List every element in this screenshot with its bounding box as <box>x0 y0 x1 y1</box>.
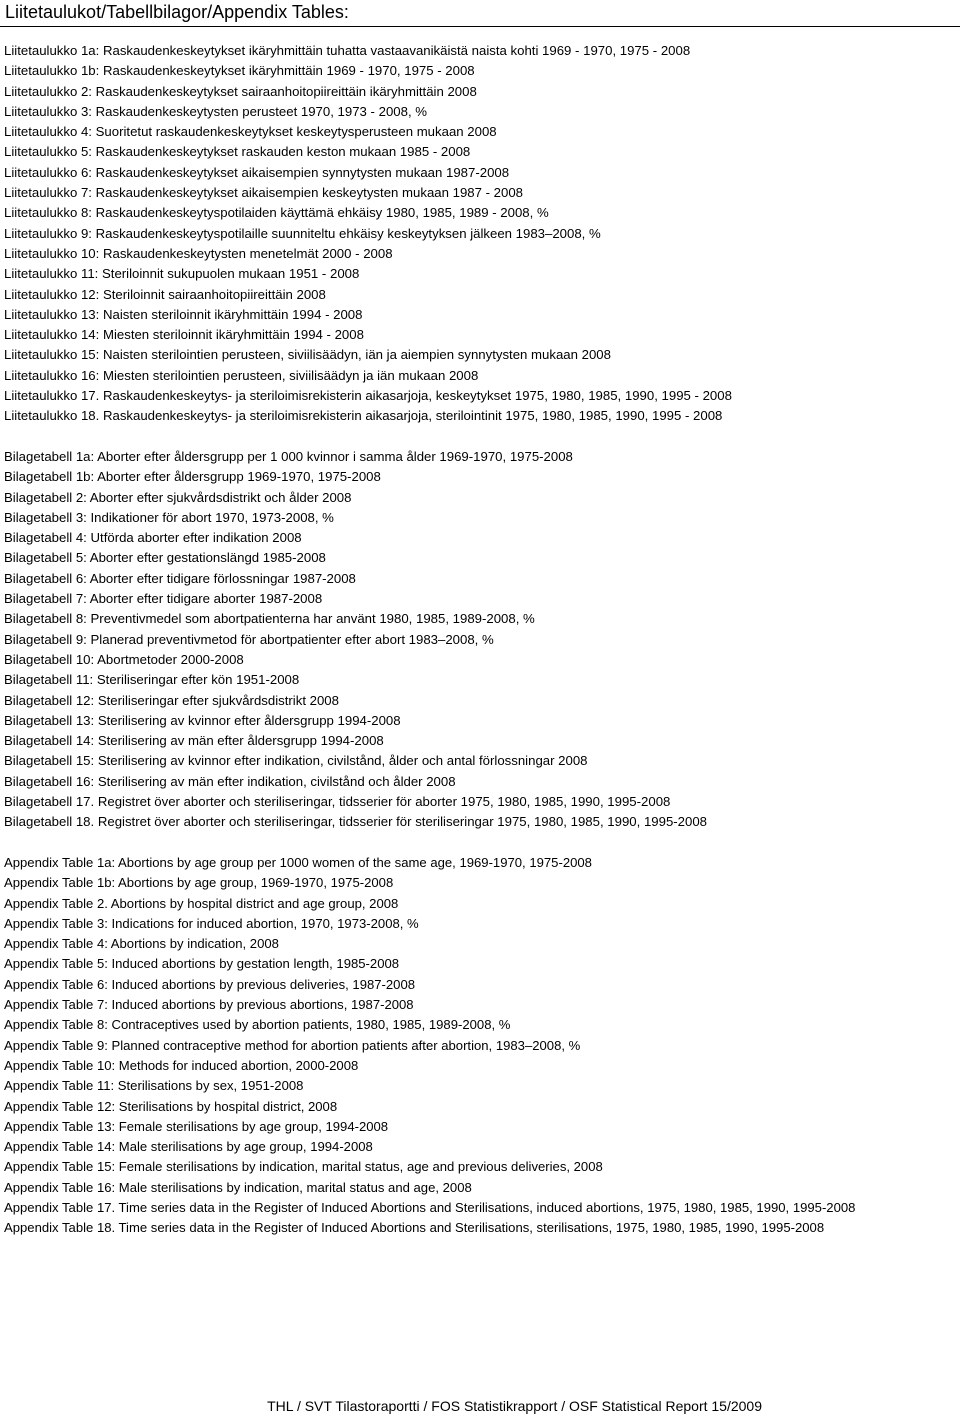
table-list-item: Liitetaulukko 18. Raskaudenkeskeytys- ja steriloimisrekisterin aikasarjoja, sterilointinit 1975, 1980, 1985, 1990, 1995 - 2008 <box>4 408 723 424</box>
table-list-item: Liitetaulukko 2: Raskaudenkeskeytykset sairaanhoitopiireittäin ikäryhmittäin 2008 <box>4 83 477 99</box>
table-list-item: Liitetaulukko 6: Raskaudenkeskeytykset aikaisempien synnytysten mukaan 1987-2008 <box>4 164 510 180</box>
finnish-table-list <box>4 41 732 427</box>
table-list-item: Appendix Table 13: Female sterilisations by age group, 1994-2008 <box>4 1118 389 1134</box>
table-list-item: Bilagetabell 11: Steriliseringar efter kön 1951-2008 <box>4 672 300 688</box>
page-title: Liitetaulukot/Tabellbilagor/Appendix Tables: <box>5 2 349 22</box>
table-list-item: Appendix Table 8: Contraceptives used by abortion patients, 1980, 1985, 1989-2008, % <box>4 1017 511 1033</box>
table-list-item: Appendix Table 12: Sterilisations by hospital district, 2008 <box>4 1098 338 1114</box>
table-list-item: Appendix Table 10: Methods for induced abortion, 2000-2008 <box>4 1057 359 1073</box>
table-list-item: Bilagetabell 1a: Aborter efter åldersgrupp per 1 000 kvinnor i samma ålder 1969-1970, 1975-2008 <box>4 449 573 464</box>
table-list-item: Bilagetabell 1b: Aborter efter åldersgrupp 1969-1970, 1975-2008 <box>4 469 381 485</box>
table-list-item: Appendix Table 16: Male sterilisations by indication, marital status and age, 2008 <box>4 1179 472 1195</box>
table-list-item: Appendix Table 9: Planned contraceptive method for abortion patients after abortion, 1983–2008, % <box>4 1037 581 1053</box>
table-list-item: Bilagetabell 15: Sterilisering av kvinnor efter indikation, civilstånd, ålder och antal förlossningar 2008 <box>4 753 588 769</box>
table-list-item: Liitetaulukko 9: Raskaudenkeskeytyspotilaille suunniteltu ehkäisy keskeytyksen jälkeen 1983–2008, % <box>4 225 601 241</box>
table-list-item: Liitetaulukko 8: Raskaudenkeskeytyspotilaiden käyttämä ehkäisy 1980, 1985, 1989 - 2008, % <box>4 205 549 221</box>
table-list-item: Bilagetabell 17. Registret över aborter och steriliseringar, tidsserier för aborter 1975, 1980, 1985, 1990, 1995-2008 <box>4 794 671 810</box>
table-list-item: Appendix Table 14: Male sterilisations by age group, 1994-2008 <box>4 1139 373 1155</box>
table-list-item: Liitetaulukko 13: Naisten steriloinnit ikäryhmittäin 1994 - 2008 <box>4 306 363 322</box>
table-list-item: Bilagetabell 5: Aborter efter gestationslängd 1985-2008 <box>4 550 326 566</box>
table-list-item: Appendix Table 3: Indications for induced abortion, 1970, 1973-2008, % <box>4 915 419 931</box>
english-table-list <box>4 853 855 1239</box>
swedish-table-list <box>4 447 707 833</box>
table-list-item: Appendix Table 17. Time series data in the Register of Induced Abortions and Sterilisations, induced abortions, 1975, 1980, 1985, 1990, 1995-2008 <box>4 1200 856 1216</box>
table-list-item: Appendix Table 4: Abortions by indication, 2008 <box>4 936 279 952</box>
table-list-item: Appendix Table 5: Induced abortions by gestation length, 1985-2008 <box>4 956 400 972</box>
table-list-item: Liitetaulukko 7: Raskaudenkeskeytykset aikaisempien keskeytysten mukaan 1987 - 2008 <box>4 185 524 201</box>
table-list-item: Liitetaulukko 12: Steriloinnit sairaanhoitopiireittäin 2008 <box>4 286 326 302</box>
table-list-item: Appendix Table 15: Female sterilisations by indication, marital status, age and previous deliveries, 2008 <box>4 1159 603 1175</box>
table-list-item: Liitetaulukko 1a: Raskaudenkeskeytykset ikäryhmittäin tuhatta vastaavanikäistä naista kohti 1969 - 1970, 1975 - 2008 <box>4 43 691 58</box>
table-list-item: Appendix Table 7: Induced abortions by previous abortions, 1987-2008 <box>4 997 414 1013</box>
table-list-item: Bilagetabell 10: Abortmetoder 2000-2008 <box>4 651 244 667</box>
table-list-item: Liitetaulukko 4: Suoritetut raskaudenkeskeytykset keskeytysperusteen mukaan 2008 <box>4 124 497 140</box>
table-list-item: Bilagetabell 7: Aborter efter tidigare aborter 1987-2008 <box>4 591 323 607</box>
table-list-item: Bilagetabell 16: Sterilisering av män efter indikation, civilstånd och ålder 2008 <box>4 773 456 789</box>
table-list-item: Bilagetabell 6: Aborter efter tidigare förlossningar 1987-2008 <box>4 570 356 586</box>
table-list-item: Appendix Table 1b: Abortions by age group, 1969-1970, 1975-2008 <box>4 875 394 891</box>
table-list-item: Liitetaulukko 1b: Raskaudenkeskeytykset ikäryhmittäin 1969 - 1970, 1975 - 2008 <box>4 63 475 79</box>
table-list-item: Appendix Table 1a: Abortions by age group per 1000 women of the same age, 1969-1970, 1975-2008 <box>4 855 592 870</box>
table-list-item: Bilagetabell 13: Sterilisering av kvinnor efter åldersgrupp 1994-2008 <box>4 712 401 728</box>
table-list-item: Appendix Table 11: Sterilisations by sex, 1951-2008 <box>4 1078 304 1094</box>
table-list-item: Liitetaulukko 17. Raskaudenkeskeytys- ja steriloimisrekisterin aikasarjoja, keskeytykset 1975, 1980, 1985, 1990, 1995 - 2008 <box>4 388 732 404</box>
table-list-item: Appendix Table 2. Abortions by hospital district and age group, 2008 <box>4 895 399 911</box>
table-list-item: Bilagetabell 8: Preventivmedel som abortpatienterna har använt 1980, 1985, 1989-2008, % <box>4 611 535 627</box>
table-list-item: Liitetaulukko 3: Raskaudenkeskeytysten perusteet 1970, 1973 - 2008, % <box>4 103 428 119</box>
table-list-item: Liitetaulukko 5: Raskaudenkeskeytykset raskauden keston mukaan 1985 - 2008 <box>4 144 471 160</box>
table-list-item: Liitetaulukko 11: Steriloinnit sukupuolen mukaan 1951 - 2008 <box>4 266 360 282</box>
table-list-item: Bilagetabell 4: Utförda aborter efter indikation 2008 <box>4 530 302 546</box>
table-list-item: Liitetaulukko 15: Naisten sterilointien perusteen, siviilisäädyn, iän ja aiempien synnytysten mukaan 2008 <box>4 347 611 363</box>
table-list-item: Appendix Table 18. Time series data in the Register of Induced Abortions and Sterilisations, sterilisations, 1975, 1980, 1985, 1990, 1995-2008 <box>4 1220 825 1236</box>
table-list-item: Bilagetabell 18. Registret över aborter och steriliseringar, tidsserier för steriliseringar 1975, 1980, 1985, 1990, 1995-2008 <box>4 814 708 830</box>
table-list-item: Liitetaulukko 14: Miesten steriloinnit ikäryhmittäin 1994 - 2008 <box>4 327 364 343</box>
table-list-item: Bilagetabell 9: Planerad preventivmetod för abortpatienter efter abort 1983–2008, % <box>4 631 494 647</box>
page-footer: THL / SVT Tilastoraportti / FOS Statistikrapport / OSF Statistical Report 15/2009 <box>267 1398 762 1414</box>
table-list-item: Liitetaulukko 16: Miesten sterilointien perusteen, siviilisäädyn ja iän mukaan 2008 <box>4 367 479 383</box>
table-list-item: Bilagetabell 3: Indikationer för abort 1970, 1973-2008, % <box>4 509 334 525</box>
title-divider <box>0 26 960 27</box>
table-list-item: Liitetaulukko 10: Raskaudenkeskeytysten menetelmät 2000 - 2008 <box>4 245 393 261</box>
table-list-item: Bilagetabell 14: Sterilisering av män efter åldersgrupp 1994-2008 <box>4 733 384 749</box>
table-list-item: Bilagetabell 12: Steriliseringar efter sjukvårdsdistrikt 2008 <box>4 692 339 708</box>
table-list-item: Bilagetabell 2: Aborter efter sjukvårdsdistrikt och ålder 2008 <box>4 489 352 505</box>
table-list-item: Appendix Table 6: Induced abortions by previous deliveries, 1987-2008 <box>4 976 416 992</box>
